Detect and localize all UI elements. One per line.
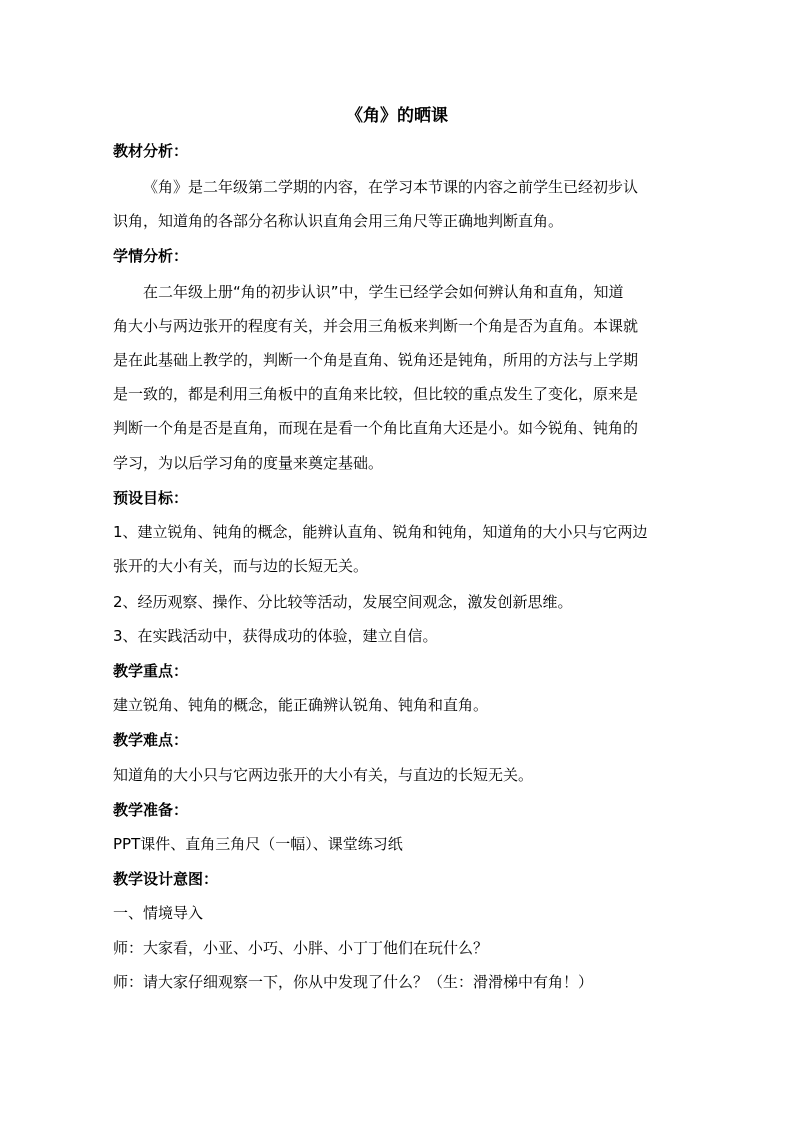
student-analysis-line-5: 判断一个角是否是直角，而现在是看一个角比直角大还是小。如今锐角、钝角的 [113,419,639,437]
goals-line-4: 3、在实践活动中，获得成功的体验，建立自信。 [113,627,438,645]
preparation-text: PPT课件、直角三角尺（一幅）、课堂练习纸 [113,835,403,853]
key-points-text: 建立锐角、钝角的概念，能正确辨认锐角、钝角和直角。 [113,696,489,714]
student-analysis-line-2: 角大小与两边张开的程度有关，并会用三角板来判断一个角是否为直角。本课就 [113,317,639,335]
design-line-3: 师：请大家仔细观察一下，你从中发现了什么？（生：滑滑梯中有角！） [113,973,594,991]
student-analysis-line-3: 是在此基础上教学的，判断一个角是直角、锐角还是钝角，所用的方法与上学期 [113,351,639,369]
material-analysis-line-1: 《角》是二年级第二学期的内容，在学习本节课的内容之前学生已经初步认 [143,178,639,196]
student-analysis-line-1: 在二年级上册“角的初步认识”中，学生已经学会如何辨认角和直角，知道 [143,283,624,301]
student-analysis-line-4: 是一致的，都是利用三角板中的直角来比较，但比较的重点发生了变化，原来是 [113,385,639,403]
student-analysis-heading: 学情分析： [113,247,189,265]
key-points-heading: 教学重点： [113,662,189,680]
document-title: 《角》的晒课 [346,106,448,126]
difficulties-text: 知道角的大小只与它两边张开的大小有关，与直边的长短无关。 [113,766,534,784]
material-analysis-line-2: 识角，知道角的各部分名称认识直角会用三角尺等正确地判断直角。 [113,212,564,230]
design-line-2: 师：大家看，小亚、小巧、小胖、小丁丁他们在玩什么？ [113,939,489,957]
design-line-1: 一、情境导入 [113,904,204,922]
goals-line-1: 1、建立锐角、钝角的概念，能辨认直角、锐角和钝角，知道角的大小只与它两边 [113,523,648,541]
difficulties-heading: 教学难点： [113,731,189,749]
design-intent-heading: 教学设计意图： [113,870,219,888]
goals-line-3: 2、经历观察、操作、分比较等活动，发展空间观念，激发创新思维。 [113,593,573,611]
goals-heading: 预设目标： [113,489,189,507]
preparation-heading: 教学准备： [113,801,189,819]
goals-line-2: 张开的大小有关，而与边的长短无关。 [113,557,369,575]
material-analysis-heading: 教材分析： [113,142,189,160]
student-analysis-line-6: 学习，为以后学习角的度量来奠定基础。 [113,454,384,472]
